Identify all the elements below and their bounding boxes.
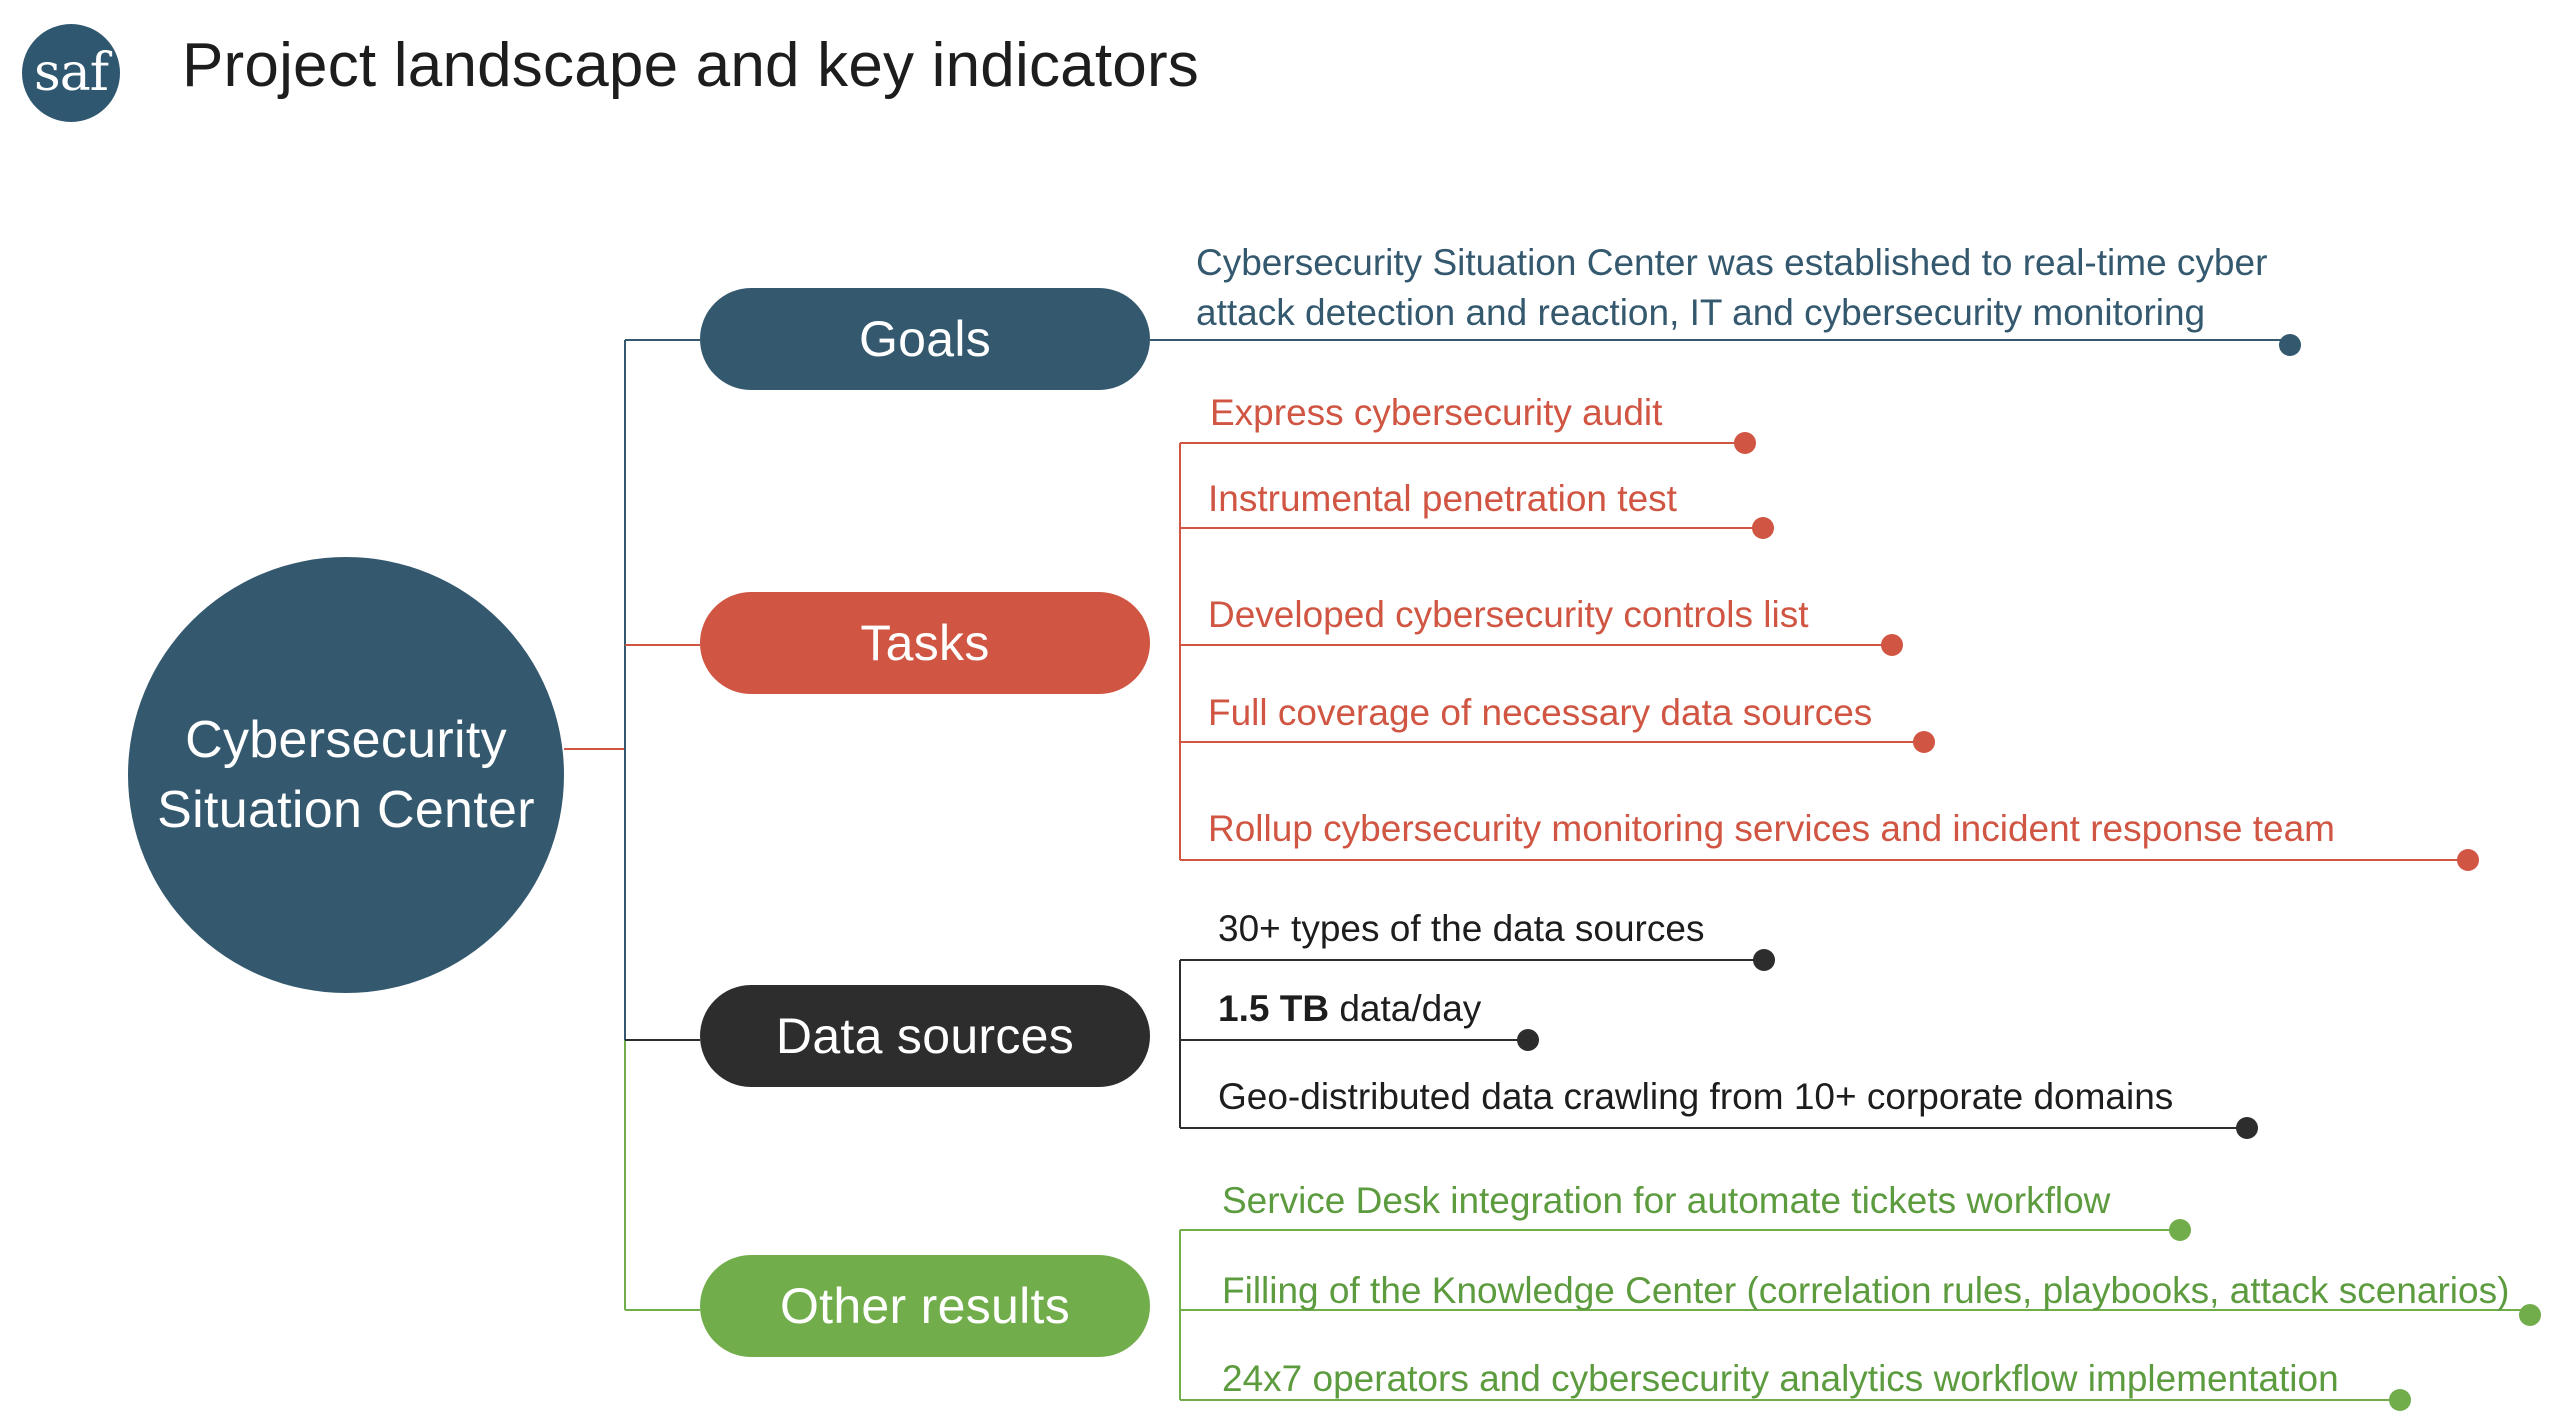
branch-pill-tasks-label: Tasks: [860, 615, 990, 671]
leaf-other-results-2: Filling of the Knowledge Center (correlation rules, playbooks, attack scenarios): [1222, 1270, 2510, 1311]
leaf-other-results-3: 24x7 operators and cybersecurity analytics workflow implementation: [1222, 1358, 2339, 1399]
leaf-data-sources-2-rest: data/day: [1329, 988, 1482, 1029]
leaf-tasks-2: Instrumental penetration test: [1208, 478, 1677, 519]
leaf-data-sources-3: Geo-distributed data crawling from 10+ corporate domains: [1218, 1076, 2174, 1117]
branch-pill-data-sources-label: Data sources: [775, 1008, 1075, 1064]
page-title: Project landscape and key indicators: [182, 31, 1200, 100]
leaf-tasks-4: Full coverage of necessary data sources: [1208, 692, 1873, 733]
center-node[interactable]: [128, 557, 564, 993]
leaf-data-sources-2: [1218, 984, 1481, 1034]
leaf-data-sources-1: 30+ types of the data sources: [1218, 908, 1705, 949]
leaf-tasks-1: Express cybersecurity audit: [1210, 392, 1663, 433]
branch-pill-goals-label: Goals: [858, 311, 992, 367]
branch-pill-tasks[interactable]: [700, 592, 1150, 694]
leaf-goals-1: Cybersecurity Situation Center was established to real-time cyber attack detection and reaction, IT and cybersecurity monitoring: [1196, 242, 2268, 333]
branch-pill-data-sources[interactable]: [700, 985, 1150, 1087]
leaf-other-results-1: Service Desk integration for automate tickets workflow: [1222, 1180, 2111, 1221]
center-node-label: Cybersecurity Situation Center: [157, 710, 535, 839]
leaf-data-sources-2-emphasis: 1.5 TB: [1218, 988, 1330, 1029]
leaf-tasks-3: Developed cybersecurity controls list: [1208, 594, 1809, 635]
branch-pill-goals[interactable]: [700, 288, 1150, 390]
branch-pill-other-results-label: Other results: [779, 1278, 1071, 1334]
logo-text: saf: [34, 43, 108, 103]
branch-pill-other-results[interactable]: [700, 1255, 1150, 1357]
leaf-tasks-5: Rollup cybersecurity monitoring services and incident response team: [1208, 808, 2335, 849]
